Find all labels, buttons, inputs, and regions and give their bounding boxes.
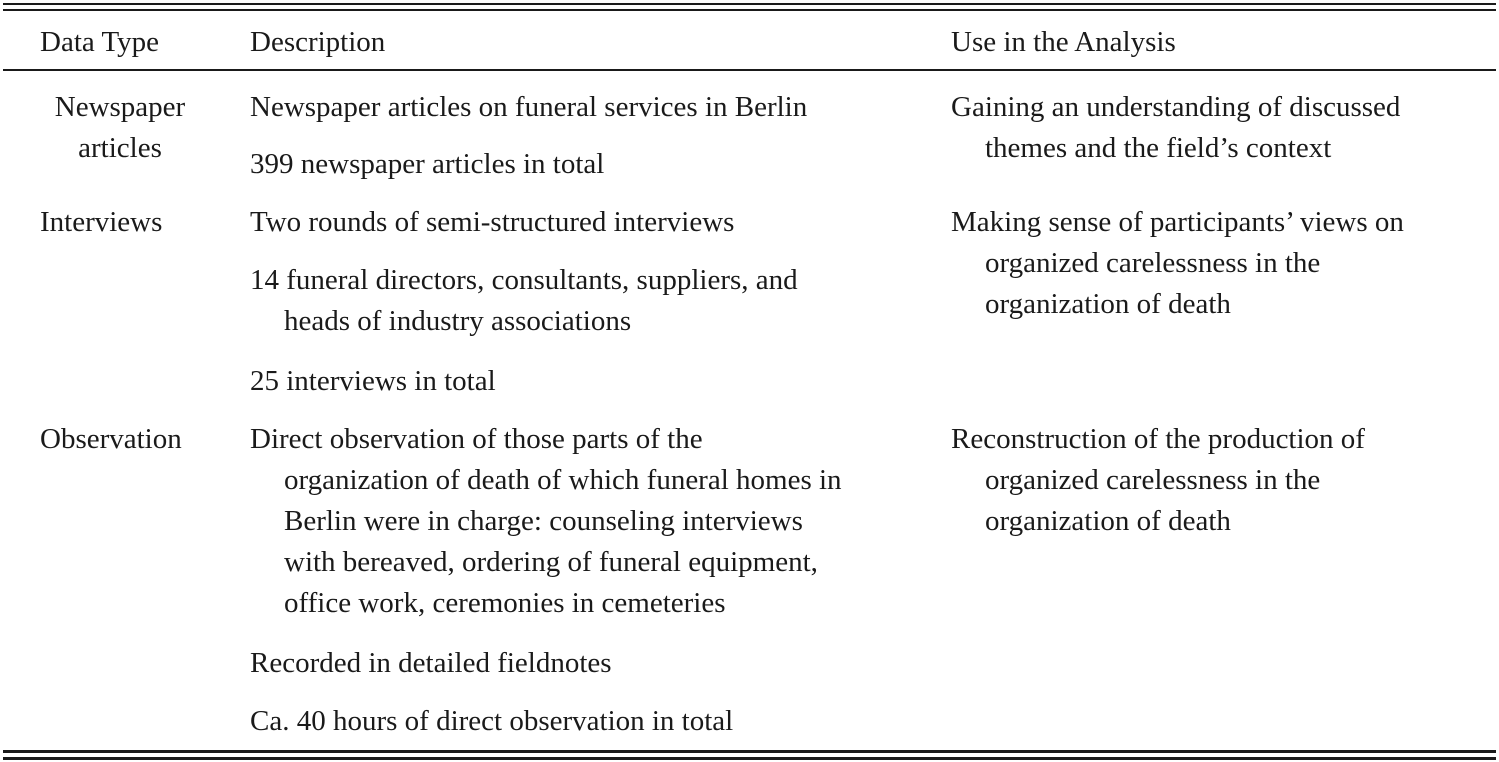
description-line: 25 interviews in total bbox=[250, 365, 496, 397]
description-line: 399 newspaper articles in total bbox=[250, 148, 605, 180]
row-interviews-use bbox=[951, 202, 1404, 325]
row-newspaper-use bbox=[951, 87, 1400, 169]
use-line: organized carelessness in the bbox=[985, 247, 1321, 279]
row-interviews-description-2 bbox=[250, 260, 798, 342]
description-line: Ca. 40 hours of direct observation in total bbox=[250, 705, 734, 737]
row-observation-description-2 bbox=[250, 643, 612, 684]
row-observation-type bbox=[40, 419, 182, 460]
use-line: organization of death bbox=[985, 288, 1231, 320]
description-line: Newspaper articles on funeral services in Berlin bbox=[250, 91, 808, 123]
header-rule bbox=[3, 69, 1496, 71]
use-line: organized carelessness in the bbox=[985, 464, 1321, 496]
description-line: Recorded in detailed fieldnotes bbox=[250, 647, 612, 679]
use-line: Making sense of participants’ views on bbox=[951, 206, 1404, 238]
use-line: Gaining an understanding of discussed bbox=[951, 91, 1401, 123]
header-use-in-analysis: Use in the Analysis bbox=[951, 26, 1176, 58]
row-observation-description-1 bbox=[250, 419, 842, 624]
description-line: with bereaved, ordering of funeral equipment, bbox=[284, 546, 818, 578]
row-interviews-description-1 bbox=[250, 202, 734, 243]
use-line: themes and the field’s context bbox=[985, 132, 1332, 164]
top-double-rule-upper bbox=[3, 3, 1496, 5]
row-observation-description-3 bbox=[250, 701, 733, 742]
top-double-rule-lower bbox=[3, 9, 1496, 11]
row-newspaper-description-1 bbox=[250, 87, 807, 128]
bottom-double-rule-upper bbox=[3, 750, 1496, 753]
header-description: Description bbox=[250, 26, 386, 58]
row-newspaper-description-2 bbox=[250, 144, 604, 185]
description-line: Two rounds of semi-structured interviews bbox=[250, 206, 735, 238]
description-line: office work, ceremonies in cemeteries bbox=[284, 587, 726, 619]
row-interviews-description-3 bbox=[250, 361, 496, 402]
type-line: Interviews bbox=[40, 206, 163, 238]
type-line: Observation bbox=[40, 423, 182, 455]
row-observation-use bbox=[951, 419, 1365, 542]
description-line: organization of death of which funeral homes in bbox=[284, 464, 842, 496]
type-line: articles bbox=[78, 132, 162, 164]
header-data-type: Data Type bbox=[40, 26, 160, 58]
type-line: Newspaper bbox=[54, 91, 186, 123]
description-line: Berlin were in charge: counseling interviews bbox=[284, 505, 803, 537]
bottom-double-rule-lower bbox=[3, 757, 1496, 760]
description-line: Direct observation of those parts of the bbox=[250, 423, 703, 455]
description-line: heads of industry associations bbox=[284, 305, 632, 337]
row-interviews-type bbox=[40, 202, 162, 243]
description-line: 14 funeral directors, consultants, suppliers, and bbox=[250, 264, 798, 296]
use-line: Reconstruction of the production of bbox=[951, 423, 1365, 455]
use-line: organization of death bbox=[985, 505, 1231, 537]
row-newspaper-type bbox=[35, 87, 205, 169]
